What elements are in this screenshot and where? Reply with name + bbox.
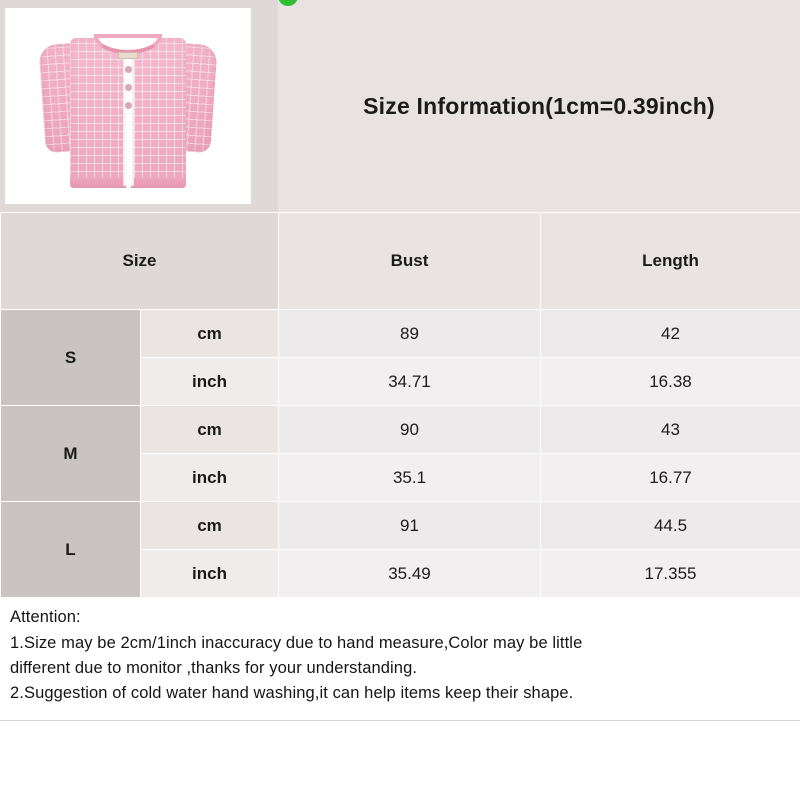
attention-line-2: different due to monitor ,thanks for your understanding. (10, 659, 418, 677)
title-cell (278, 0, 800, 212)
column-header-size: Size (1, 213, 279, 310)
attention-line-1: 1.Size may be 2cm/1inch inaccuracy due to hand measure,Color may be little (10, 634, 583, 652)
cardigan-illustration (40, 22, 216, 194)
product-image-cell (0, 0, 278, 212)
cell-l-bust-cm: 91 (279, 502, 541, 550)
cell-l-bust-inch: 35.49 (279, 550, 541, 598)
size-table (0, 212, 800, 598)
cell-s-length-cm: 42 (541, 310, 800, 358)
table-header-row (1, 213, 800, 310)
button-icon (125, 102, 132, 109)
attention-line-3: 2.Suggestion of cold water hand washing,it can help items keep their shape. (10, 684, 574, 702)
attention-heading: Attention: (10, 608, 81, 626)
unit-inch: inch (141, 550, 279, 598)
product-photo-frame (5, 8, 251, 204)
cell-s-bust-inch: 34.71 (279, 358, 541, 406)
garment-front-opening (126, 122, 131, 188)
button-icon (125, 66, 132, 73)
table-row (1, 406, 800, 454)
unit-cm: cm (141, 502, 279, 550)
header-row (0, 0, 800, 212)
cell-m-bust-cm: 90 (279, 406, 541, 454)
cell-s-length-inch: 16.38 (541, 358, 800, 406)
cell-m-length-cm: 43 (541, 406, 800, 454)
button-icon (125, 84, 132, 91)
table-row (1, 502, 800, 550)
unit-inch: inch (141, 454, 279, 502)
cell-l-length-inch: 17.355 (541, 550, 800, 598)
unit-cm: cm (141, 310, 279, 358)
attention-block (0, 598, 800, 706)
green-tab-marker-icon (278, 0, 298, 6)
size-label-s: S (1, 310, 141, 406)
column-header-bust: Bust (279, 213, 541, 310)
divider (0, 720, 800, 721)
garment-label-tag (118, 52, 138, 59)
cell-m-length-inch: 16.77 (541, 454, 800, 502)
unit-cm: cm (141, 406, 279, 454)
unit-inch: inch (141, 358, 279, 406)
page-title: Size Information(1cm=0.39inch) (363, 92, 715, 119)
cell-l-length-cm: 44.5 (541, 502, 800, 550)
table-row (1, 310, 800, 358)
size-label-l: L (1, 502, 141, 598)
column-header-length: Length (541, 213, 800, 310)
size-label-m: M (1, 406, 141, 502)
cell-m-bust-inch: 35.1 (279, 454, 541, 502)
cell-s-bust-cm: 89 (279, 310, 541, 358)
